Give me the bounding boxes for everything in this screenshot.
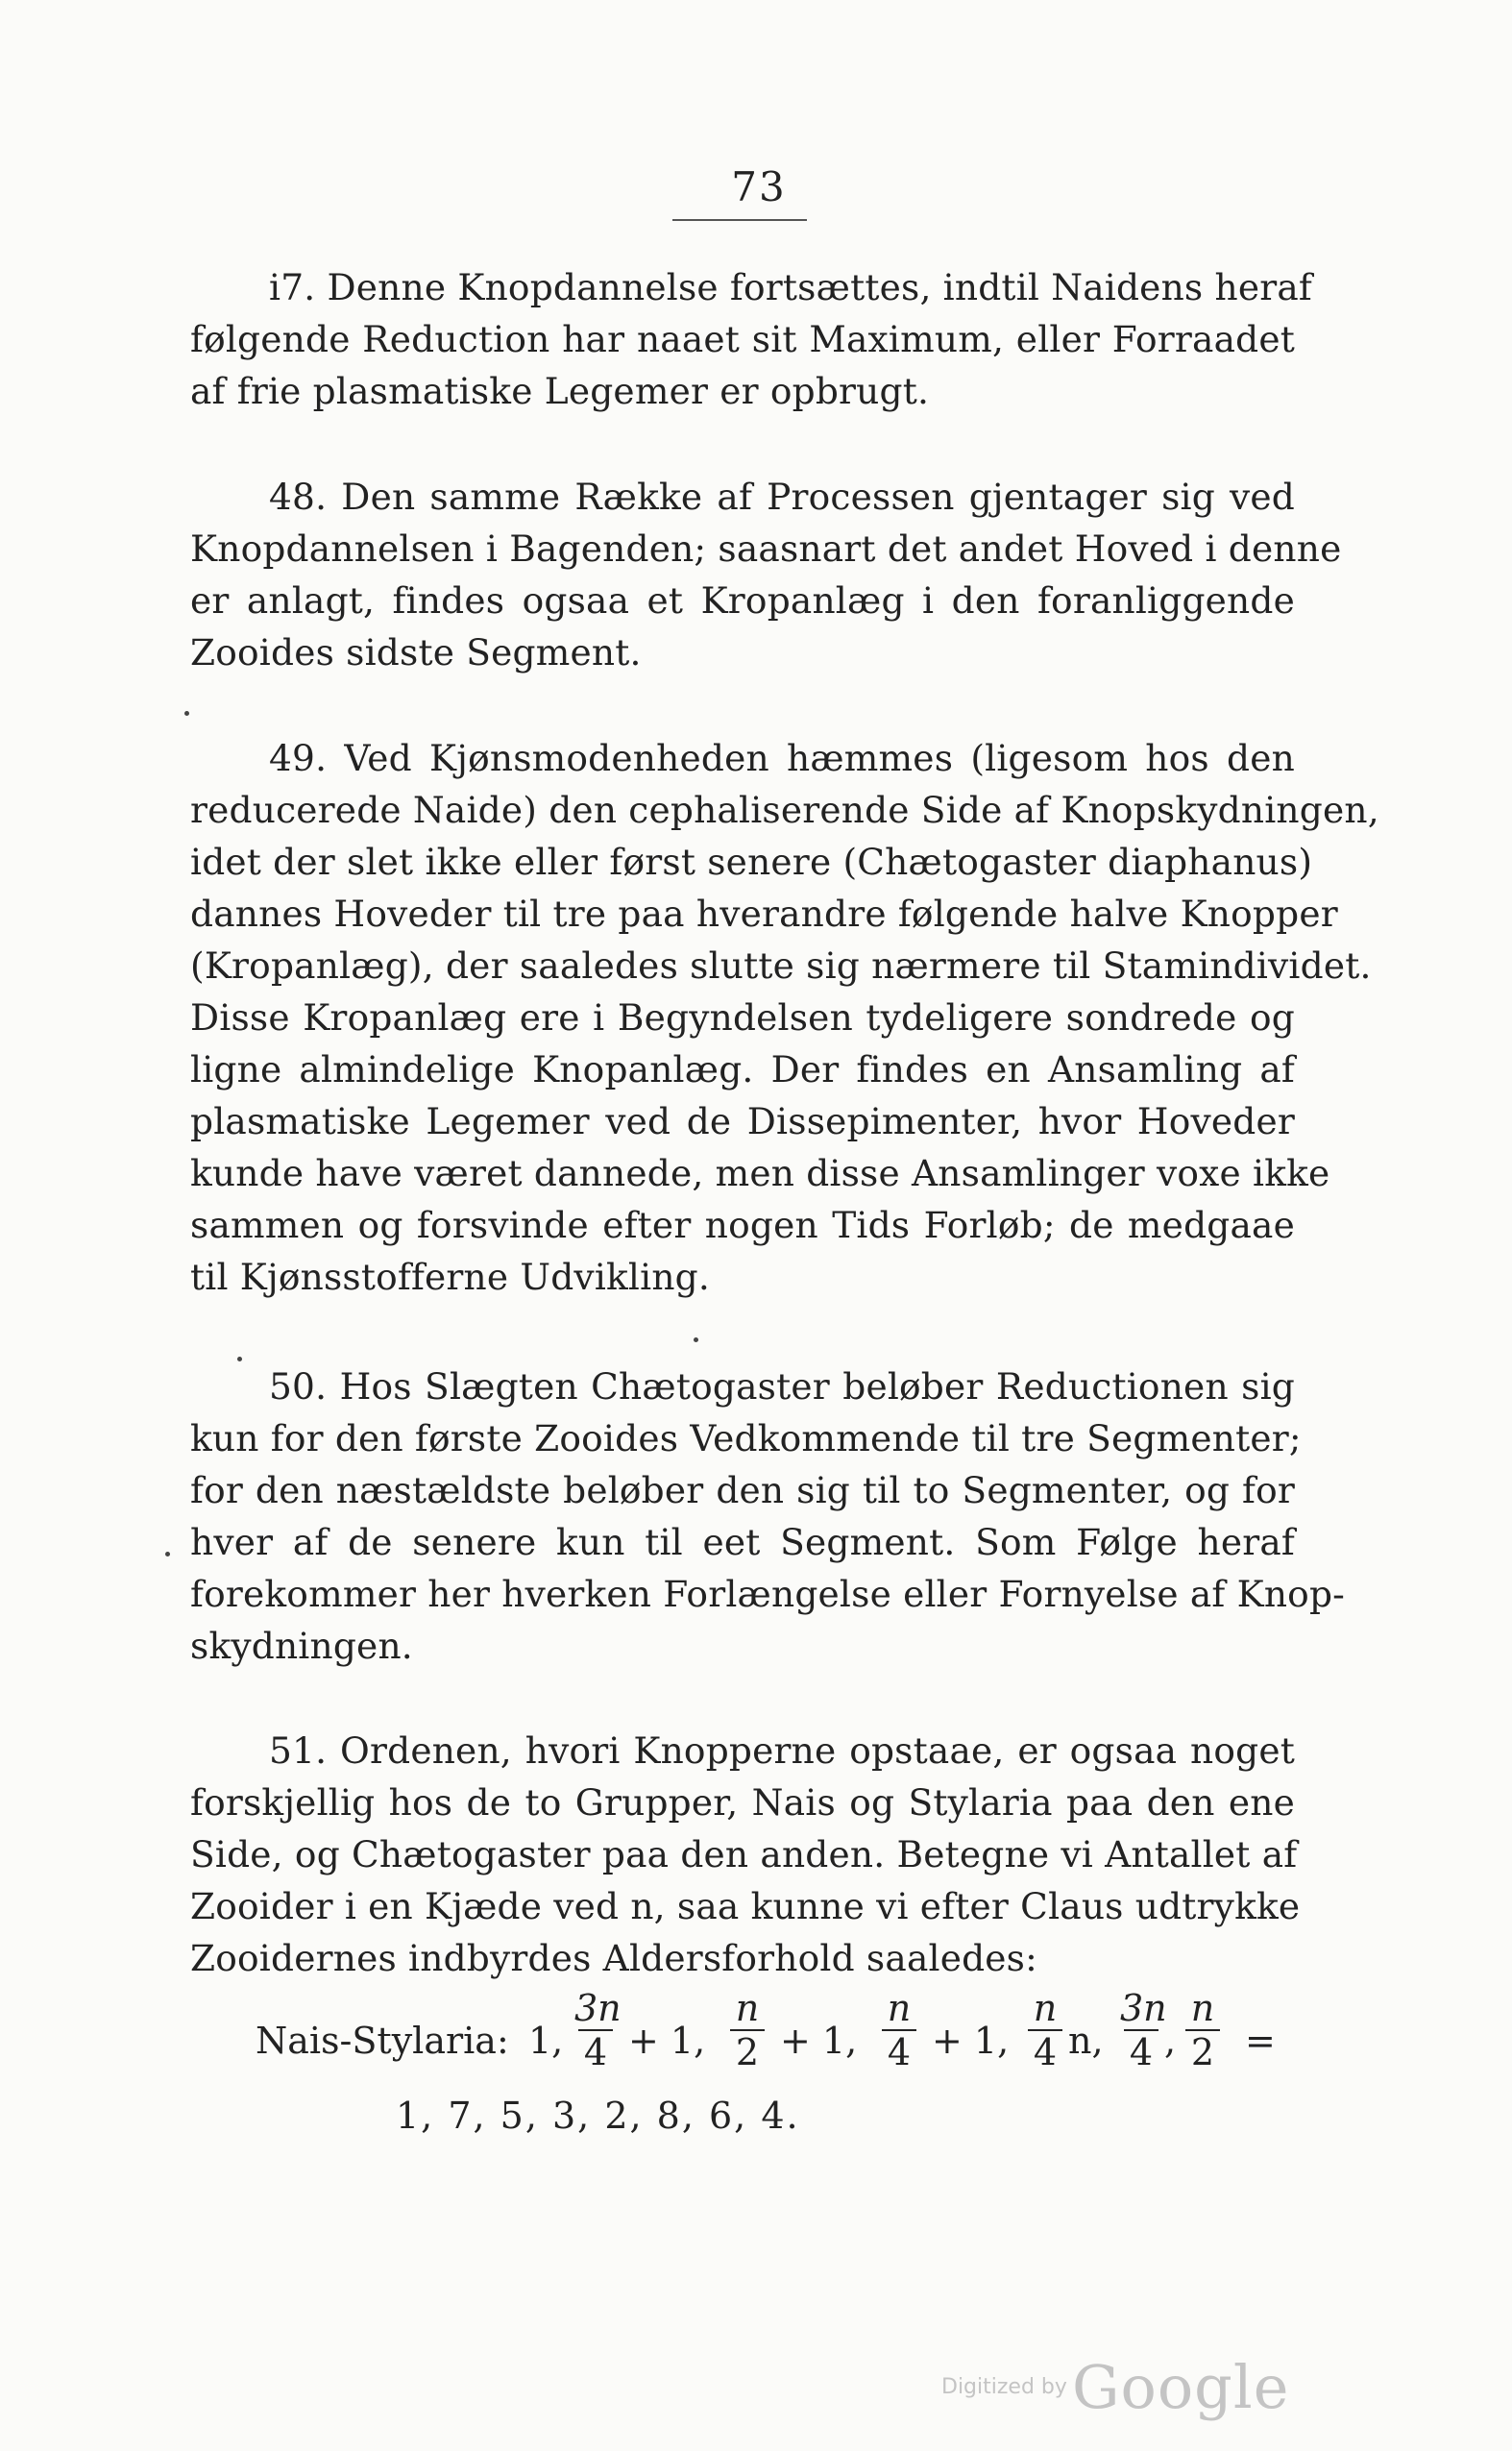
text-line: ⅰ7. Denne Knopdannelse fortsættes, indtil Naidens heraf [269,266,1312,308]
paper-speck [165,1552,170,1556]
text-line: reducerede Naide) den cephaliserende Side af Knopskydningen, [190,789,1379,831]
fraction-denominator: 2 [1190,2031,1215,2073]
formula-result: 1, 7, 5, 3, 2, 8, 6, 4. [396,2095,800,2137]
formula-term: + 1, [780,2020,858,2062]
text-line: Side, og Chætogaster paa den anden. Betegne vi Antallet af [190,1833,1298,1875]
fraction-numerator: n [735,1987,760,2029]
formula-term: 1, [528,2020,564,2062]
text-line: hver af de senere kun til eet Segment. Som Følge heraf [190,1521,1295,1563]
paper-speck [184,711,189,716]
paragraph-51 [190,1725,1301,1984]
text-line: idet der slet ikke eller først senere (Chætogaster diaphanus) [190,841,1313,883]
fraction [878,1989,920,2071]
fraction-numerator: n [887,1987,912,2029]
text-line: kun for den første Zooides Vedkommende til tre Segmenter; [190,1417,1302,1459]
text-line: til Kjønsstofferne Udvikling. [190,1256,710,1298]
page-number-rule [672,219,807,221]
text-line: er anlagt, findes ogsaa et Kropanlæg i den foranliggende [190,579,1295,622]
text-line: sammen og forsvinde efter nogen Tids Forløb; de medgaae [190,1204,1295,1246]
paragraph-48 [190,471,1342,678]
age-order-formula [256,1987,1293,2073]
text-line: skydningen. [190,1625,413,1667]
text-line: Knopdannelsen i Bagenden; saasnart det andet Hoved i denne [190,527,1342,570]
paragraph-49 [190,732,1379,1303]
fraction-numerator: 3n [574,1987,622,2029]
fraction-numerator: n [1190,1987,1215,2029]
fraction [1024,1989,1066,2071]
formula-term: = [1245,2020,1276,2062]
formula-label: Nais-Stylaria: [256,2020,509,2062]
google-logo-text: Google [1072,2352,1290,2422]
digitized-by-google-watermark [941,2352,1289,2422]
text-line: plasmatiske Legemer ved de Dissepimenter, hvor Hoveder [190,1100,1295,1142]
text-line: 49. Ved Kjønsmodenheden hæmmes (ligesom hos den [269,737,1295,779]
text-line: følgende Reduction har naaet sit Maximum, eller Forraadet [190,318,1295,360]
formula-term: , [1164,2020,1177,2062]
page-number: 73 [731,163,787,210]
text-line: Zooidernes indbyrdes Aldersforhold saaledes: [190,1937,1037,1979]
text-line: dannes Hoveder til tre paa hverandre følgende halve Knopper [190,893,1338,935]
paper-speck [694,1337,698,1342]
text-line: for den næstældste beløber den sig til to Segmenter, og for [190,1469,1295,1511]
text-line: af frie plasmatiske Legemer er opbrugt. [190,370,930,412]
text-line: forskjellig hos de to Grupper, Nais og Stylaria paa den ene [190,1781,1295,1824]
text-line: 48. Den samme Række af Processen gjentager sig ved [269,476,1295,518]
fraction-denominator: 4 [887,2031,912,2073]
formula-term: n, [1068,2020,1104,2062]
paper-speck [237,1357,242,1361]
fraction [726,1989,768,2071]
paragraph-47 [190,261,1312,417]
watermark-small-text: Digitized by [941,2375,1067,2399]
fraction-denominator: 4 [1129,2031,1154,2073]
formula-term: + 1, [932,2020,1010,2062]
text-line: Zooider i en Kjæde ved n, saa kunne vi efter Claus udtrykke [190,1885,1301,1927]
text-line: kunde have været dannede, men disse Ansamlinger voxe ikke [190,1152,1330,1194]
fraction-denominator: 2 [735,2031,760,2073]
text-line: (Kropanlæg), der saaledes slutte sig nærmere til Stamindividet. [190,944,1372,987]
fraction [1120,1987,1167,2073]
text-line: forekommer her hverken Forlængelse eller Fornyelse af Knop- [190,1573,1346,1615]
fraction [574,1987,622,2073]
paragraph-50 [190,1360,1346,1672]
text-line: ligne almindelige Knopanlæg. Der findes en Ansamling af [190,1048,1295,1091]
text-line: 50. Hos Slægten Chætogaster beløber Reductionen sig [269,1365,1295,1408]
fraction-numerator: n [1033,1987,1058,2029]
text-line: Disse Kropanlæg ere i Begyndelsen tydeligere sondrede og [190,996,1295,1039]
fraction-denominator: 4 [583,2031,608,2073]
fraction [1182,1989,1224,2071]
text-line: 51. Ordenen, hvori Knopperne opstaae, er ogsaa noget [269,1729,1295,1772]
text-line: Zooides sidste Segment. [190,631,642,674]
formula-term: + 1, [628,2020,706,2062]
fraction-denominator: 4 [1033,2031,1058,2073]
fraction-numerator: 3n [1120,1987,1167,2029]
